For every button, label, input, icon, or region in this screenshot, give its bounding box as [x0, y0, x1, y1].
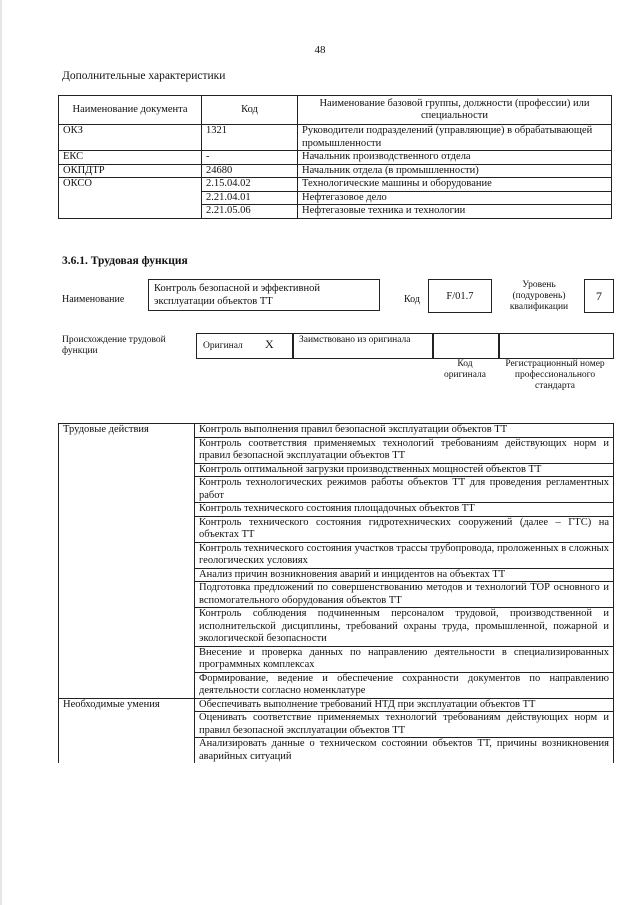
- name-label: Наименование: [62, 294, 125, 305]
- header-doc: Наименование документа: [59, 96, 202, 125]
- action-item: Контроль технологических режимов работы объектов ТТ для проведения регламентных работ: [195, 477, 614, 503]
- header-code: Код: [202, 96, 298, 125]
- cell-code: -: [202, 151, 298, 165]
- cell-name: Начальник отдела (в промышленности): [298, 164, 612, 178]
- cell-name: Технологические машины и оборудование: [298, 178, 612, 192]
- skill-item: Анализировать данные о техническом состоянии объектов ТТ, причины возникновения аварийных ситуаций: [195, 738, 614, 764]
- table-row: [59, 698, 614, 712]
- action-item: Подготовка предложений по совершенствованию методов и технологий ТОР основного и вспомогательного оборудования объектов ТТ: [195, 582, 614, 608]
- action-item: Анализ причин возникновения аварий и инцидентов на объектах ТТ: [195, 568, 614, 582]
- skill-item: Оценивать соответствие применяемых технологий требованиям действующих норм и правил безопасной эксплуатации объектов ТТ: [195, 712, 614, 738]
- cell-doc: ЕКС: [59, 151, 202, 165]
- extra-characteristics-title: Дополнительные характеристики: [62, 70, 226, 82]
- cell-name: Нефтегазовое дело: [298, 191, 612, 205]
- extra-characteristics-table: [58, 95, 612, 219]
- original-label: Оригинал: [203, 341, 243, 351]
- origin-code-caption: Код оригинала: [444, 359, 486, 380]
- action-item: Формирование, ведение и обеспечение сохранности документов по направлению деятельности согласно номенклатуре: [195, 672, 614, 698]
- code-label: Код: [404, 294, 420, 305]
- skill-item: Обеспечивать выполнение требований НТД при эксплуатации объектов ТТ: [195, 698, 614, 712]
- qualification-level-box: 7: [584, 279, 614, 313]
- action-item: Контроль технического состояния участков трассы трубопровода, проложенных в сложных геологических условиях: [195, 542, 614, 568]
- labor-actions-table: [58, 423, 614, 763]
- cell-code: 2.21.04.01: [202, 191, 298, 205]
- cell-doc: ОКЗ: [59, 125, 202, 151]
- level-label: Уровень (подуровень) квалификации: [509, 280, 569, 312]
- cell-name: Начальник производственного отдела: [298, 151, 612, 165]
- cell-code: 2.15.04.02: [202, 178, 298, 192]
- borrowed-label: Заимствовано из оригинала: [299, 335, 411, 345]
- original-mark: X: [265, 337, 274, 351]
- function-name-box: Контроль безопасной и эффективной эксплуатации объектов ТТ: [148, 279, 380, 311]
- action-item: Контроль технического состояния гидротехнических сооружений (далее – ГТС) на объектах ТТ: [195, 516, 614, 542]
- table-row: [59, 125, 612, 151]
- borrowed-box: [292, 333, 434, 359]
- action-item: Контроль выполнения правил безопасной эксплуатации объектов ТТ: [195, 424, 614, 438]
- header-name: Наименование базовой группы, должности (профессии) или специальности: [298, 96, 612, 125]
- cell-name: Руководители подразделений (управляющие) в обрабатывающей промышленности: [298, 125, 612, 151]
- cell-code: 2.21.05.06: [202, 205, 298, 219]
- action-item: Контроль оптимальной загрузки производственных мощностей объектов ТТ: [195, 463, 614, 477]
- origin-code-box: [432, 333, 500, 359]
- function-heading: 3.6.1. Трудовая функция: [62, 255, 188, 267]
- action-item: Внесение и проверка данных по направлению деятельности в специализированных программных комплексах: [195, 646, 614, 672]
- reg-number-box: [498, 333, 614, 359]
- origin-label: Происхождение трудовой функции: [62, 335, 166, 356]
- table-row: [59, 164, 612, 178]
- cell-doc: ОКСО: [59, 178, 202, 219]
- scan-edge: [0, 0, 2, 905]
- original-box: [196, 333, 294, 359]
- cell-code: 24680: [202, 164, 298, 178]
- function-code-box: F/01.7: [428, 279, 492, 313]
- table-row: [59, 424, 614, 438]
- action-item: Контроль технического состояния площадочных объектов ТТ: [195, 503, 614, 517]
- cell-name: Нефтегазовые техника и технологии: [298, 205, 612, 219]
- reg-number-caption: Регистрационный номер профессионального стандарта: [505, 359, 605, 391]
- table-header-row: [59, 96, 612, 125]
- action-item: Контроль соблюдения подчиненным персоналом трудовой, производственной и исполнительской дисциплины, требований охраны труда, промышленной, пожарной и экологической безопасности: [195, 608, 614, 647]
- actions-label-cell: Трудовые действия: [59, 424, 195, 699]
- action-item: Контроль соответствия применяемых технологий требованиям действующих норм и правил безопасной эксплуатации объектов ТТ: [195, 437, 614, 463]
- cell-doc: ОКПДТР: [59, 164, 202, 178]
- skills-label-cell: Необходимые умения: [59, 698, 195, 763]
- page-number: 48: [314, 44, 326, 56]
- table-row: [59, 178, 612, 192]
- table-row: [59, 151, 612, 165]
- cell-code: 1321: [202, 125, 298, 151]
